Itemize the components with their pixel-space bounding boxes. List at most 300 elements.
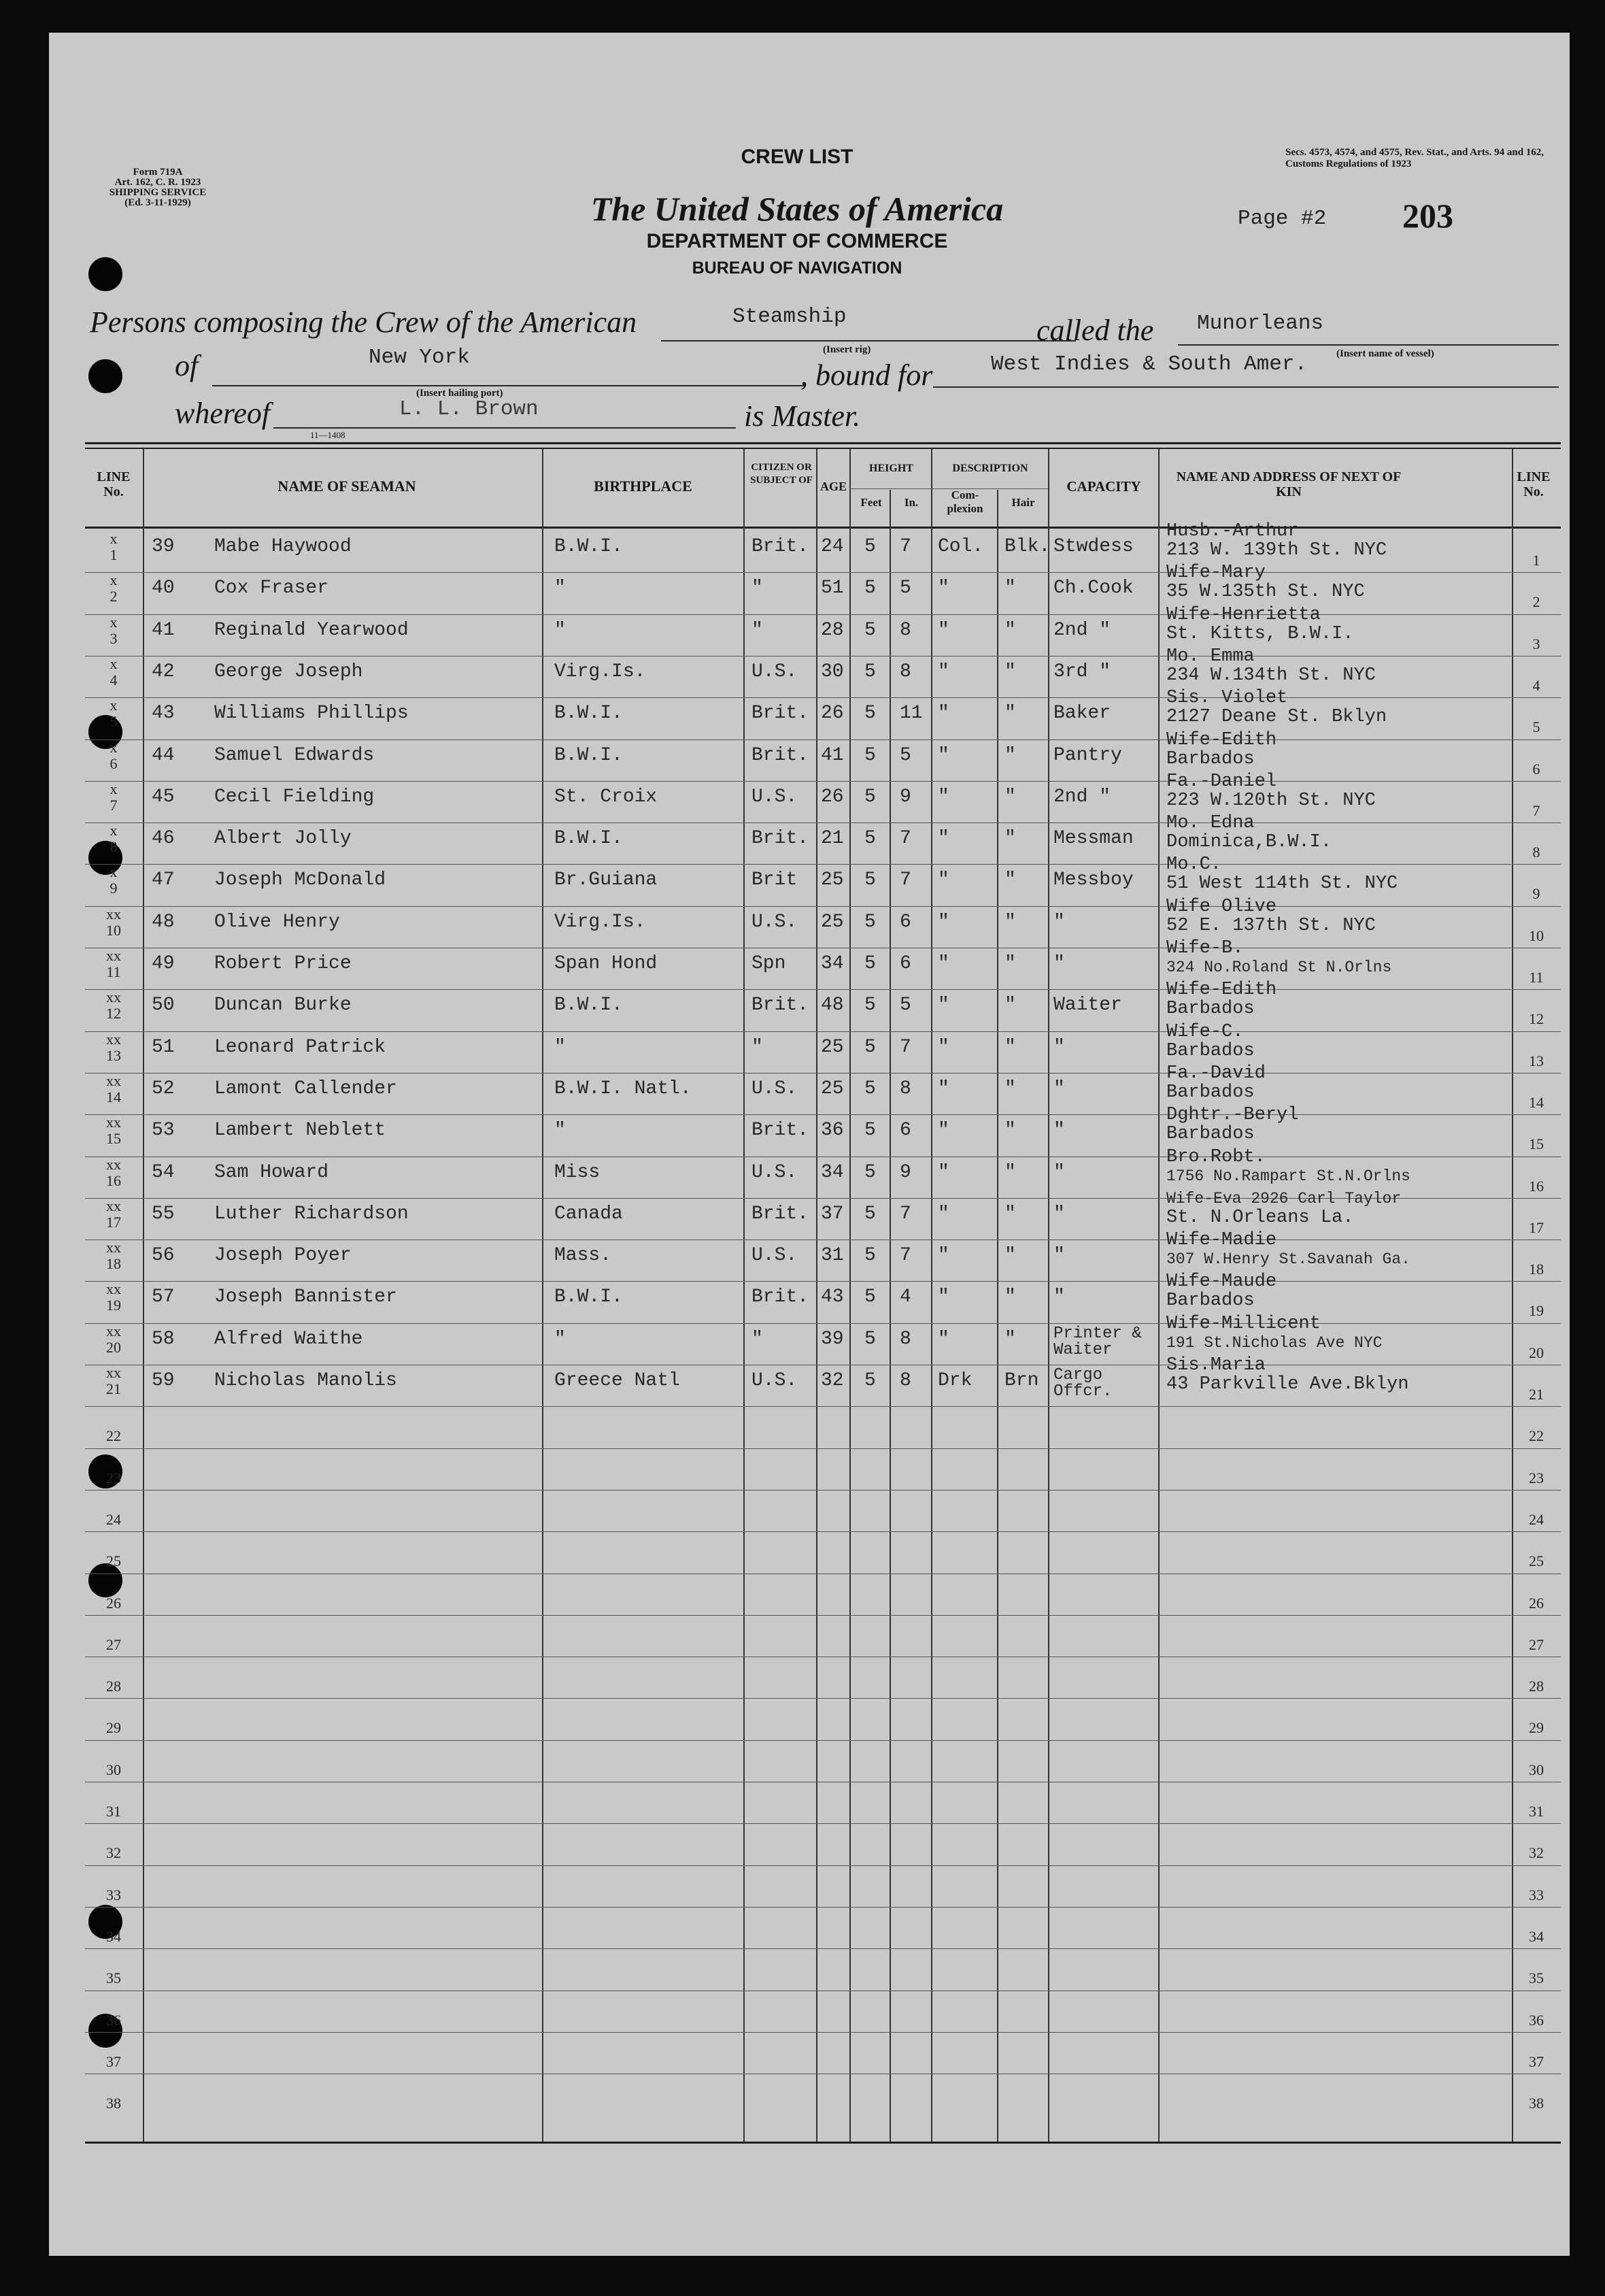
line-mark: x: [109, 654, 118, 672]
table-row: [85, 688, 1561, 739]
insert-vessel-caption: (Insert name of vessel): [1336, 348, 1434, 359]
empty-line-number-right: 34: [1529, 1927, 1544, 1945]
table-row: [85, 1313, 1561, 1365]
table-row: [85, 771, 1561, 822]
complexion: ": [938, 1036, 949, 1058]
empty-line-number-right: 36: [1529, 2011, 1544, 2029]
next-of-kin-address: St. Kitts, B.W.I.: [1166, 623, 1354, 644]
next-of-kin-address: 307 W.Henry St.Savanah Ga.: [1166, 1250, 1410, 1269]
age: 26: [821, 703, 844, 725]
height-inches: 9: [900, 1161, 911, 1183]
form-service: SHIPPING SERVICE: [109, 187, 207, 198]
age: 43: [821, 1286, 844, 1308]
hair: ": [1004, 1120, 1016, 1142]
height-inches: 8: [900, 661, 911, 682]
table-row: [85, 980, 1561, 1031]
age: 25: [821, 869, 844, 891]
punch-hole: [88, 359, 122, 393]
next-of-kin-name: Wife-Edith: [1166, 980, 1277, 1001]
hair: Brn: [1004, 1370, 1039, 1391]
line-mark: x: [109, 571, 118, 589]
line-number-right: 2: [1532, 593, 1540, 611]
line-number: 1: [109, 546, 118, 563]
complexion: ": [938, 1203, 949, 1225]
birthplace: B.W.I.: [554, 536, 623, 557]
next-of-kin-name: Fa.-Daniel: [1166, 771, 1277, 792]
birthplace: B.W.I.: [554, 703, 623, 725]
citizenship: ": [751, 1036, 763, 1058]
hair: ": [1004, 1286, 1016, 1308]
print-code: 11—1408: [310, 430, 345, 440]
capacity: Stwdess: [1053, 536, 1134, 557]
complexion: ": [938, 619, 949, 641]
age: 48: [821, 995, 844, 1016]
capacity: 2nd ": [1053, 619, 1111, 641]
table-row: [85, 813, 1561, 864]
next-of-kin-name: Wife-Eva 2926 Carl Taylor: [1166, 1189, 1402, 1208]
empty-line-number-right: 31: [1529, 1803, 1544, 1820]
height-feet: 5: [864, 1203, 876, 1225]
capacity: ": [1053, 1036, 1065, 1058]
empty-line-number-right: 33: [1529, 1886, 1544, 1903]
birthplace: St. Croix: [554, 786, 658, 808]
capacity: ": [1053, 1286, 1065, 1308]
table-row: [85, 521, 1561, 572]
capacity: Messboy: [1053, 869, 1134, 891]
seaman-name: Cecil Fielding: [214, 786, 375, 808]
capacity: Pantry: [1053, 744, 1122, 766]
crew-number: 53: [152, 1120, 175, 1142]
empty-line-number-right: 24: [1529, 1510, 1544, 1528]
line-number: 8: [109, 838, 118, 856]
table-row: [85, 1271, 1561, 1322]
vessel-underline: [1178, 344, 1559, 346]
height-inches: 6: [900, 953, 911, 974]
seaman-name: Joseph McDonald: [214, 869, 386, 891]
line-mark: xx: [106, 1197, 121, 1214]
citizenship: ": [751, 1328, 763, 1350]
seaman-name: Leonard Patrick: [214, 1036, 386, 1058]
complexion: ": [938, 1328, 949, 1350]
height-inches: 7: [900, 1036, 911, 1058]
form-number: Form 719A: [133, 167, 183, 178]
complexion: ": [938, 1286, 949, 1308]
hair: ": [1004, 1245, 1016, 1267]
empty-line-number: 24: [106, 1510, 121, 1528]
hair: ": [1004, 1161, 1016, 1183]
header-name: NAME OF SEAMAN: [277, 478, 416, 495]
crew-number: 41: [152, 619, 175, 641]
birthplace: B.W.I. Natl.: [554, 1078, 692, 1099]
master-name: L. L. Brown: [399, 397, 539, 421]
empty-line-number: 35: [106, 1969, 121, 1987]
next-of-kin-name: Sis.Maria: [1166, 1355, 1266, 1376]
height-inches: 9: [900, 786, 911, 808]
height-feet: 5: [864, 1120, 876, 1142]
height-inches: 5: [900, 578, 911, 599]
line-number-right: 15: [1529, 1135, 1544, 1153]
capacity: 3rd ": [1053, 661, 1111, 682]
next-of-kin-name: Wife Olive: [1166, 896, 1277, 917]
seaman-name: Albert Jolly: [214, 828, 352, 850]
table-row: [85, 938, 1561, 989]
next-of-kin-name: Wife-Edith: [1166, 729, 1277, 750]
age: 34: [821, 953, 844, 974]
citizenship: Brit.: [751, 1203, 809, 1225]
next-of-kin-name: Dghtr.-Beryl: [1166, 1105, 1299, 1126]
line-number-right: 14: [1529, 1093, 1544, 1111]
capacity: Ch.Cook: [1053, 578, 1134, 599]
height-feet: 5: [864, 995, 876, 1016]
height-feet: 5: [864, 953, 876, 974]
complexion: ": [938, 786, 949, 808]
age: 25: [821, 911, 844, 933]
next-of-kin-address: 43 Parkville Ave.Bklyn: [1166, 1374, 1409, 1395]
country-title: The United States of America: [590, 190, 1004, 228]
header-feet: Feet: [860, 496, 882, 509]
empty-line-number: 29: [106, 1719, 121, 1737]
table-row: [85, 604, 1561, 656]
birthplace: ": [554, 619, 566, 641]
height-inches: 8: [900, 1328, 911, 1350]
line-mark: xx: [106, 1030, 121, 1048]
birthplace: B.W.I.: [554, 828, 623, 850]
seaman-name: Duncan Burke: [214, 995, 352, 1016]
page-label: Page #2: [1238, 207, 1327, 231]
empty-line-number-right: 32: [1529, 1844, 1544, 1862]
crew-number: 56: [152, 1245, 175, 1267]
height-inches: 5: [900, 995, 911, 1016]
department-name: DEPARTMENT OF COMMERCE: [646, 230, 948, 252]
crew-number: 42: [152, 661, 175, 682]
hair: ": [1004, 869, 1016, 891]
table-row: [85, 1189, 1561, 1239]
hair: ": [1004, 744, 1016, 766]
next-of-kin-address: 35 W.135th St. NYC: [1166, 582, 1365, 603]
hair: ": [1004, 1328, 1016, 1350]
destination-underline: [933, 386, 1559, 388]
next-of-kin-name: Mo. Emma: [1166, 646, 1255, 667]
empty-line-number-right: 35: [1529, 1969, 1544, 1987]
seaman-name: Cox Fraser: [214, 578, 329, 599]
line-number: 16: [106, 1171, 121, 1189]
hair: ": [1004, 1036, 1016, 1058]
capacity: ": [1053, 953, 1065, 974]
crew-number: 55: [152, 1203, 175, 1225]
height-feet: 5: [864, 1328, 876, 1350]
line-number-right: 20: [1529, 1344, 1544, 1361]
crew-number: 39: [152, 536, 175, 557]
birthplace: ": [554, 1036, 566, 1058]
birthplace: Virg.Is.: [554, 661, 646, 682]
table-row: [85, 1355, 1561, 1406]
next-of-kin-name: Wife-Mary: [1166, 563, 1266, 584]
birthplace: Greece Natl: [554, 1370, 680, 1391]
capacity: ": [1053, 911, 1065, 933]
age: 25: [821, 1078, 844, 1099]
seaman-name: Alfred Waithe: [214, 1328, 363, 1350]
seaman-name: Olive Henry: [214, 911, 340, 933]
hair: ": [1004, 786, 1016, 808]
empty-line-number-right: 28: [1529, 1678, 1544, 1695]
table-row: [85, 854, 1561, 905]
line-number-right: 10: [1529, 927, 1544, 944]
insert-rig-caption: (Insert rig): [823, 344, 871, 355]
empty-line-number: 37: [106, 2052, 121, 2070]
height-inches: 7: [900, 828, 911, 850]
capacity: Waiter: [1053, 995, 1122, 1016]
height-inches: 11: [900, 703, 923, 725]
line-number: 2: [109, 588, 118, 605]
citizenship: Spn: [751, 953, 786, 974]
next-of-kin-address: 1756 No.Rampart St.N.Orlns: [1166, 1167, 1410, 1185]
line-number: 17: [106, 1213, 121, 1231]
crew-number: 57: [152, 1286, 175, 1308]
line-mark: xx: [106, 1114, 121, 1131]
destination: West Indies & South Amer.: [991, 352, 1308, 376]
line-number: 7: [109, 796, 118, 814]
height-inches: 8: [900, 619, 911, 641]
empty-line-number-right: 29: [1529, 1719, 1544, 1737]
line-number: 14: [106, 1088, 121, 1105]
citizenship: U.S.: [751, 1370, 798, 1391]
table-row: [85, 896, 1561, 948]
line-number: 5: [109, 713, 118, 731]
complexion: ": [938, 953, 949, 974]
height-feet: 5: [864, 536, 876, 557]
empty-line-number: 31: [106, 1803, 121, 1820]
seaman-name: Joseph Bannister: [214, 1286, 397, 1308]
citizenship: U.S.: [751, 1245, 798, 1267]
table-row: [85, 646, 1561, 697]
height-feet: 5: [864, 578, 876, 599]
line-number-right: 18: [1529, 1261, 1544, 1278]
line-number-right: 4: [1532, 676, 1540, 694]
empty-line-number: 25: [106, 1552, 121, 1570]
next-of-kin-name: Sis. Violet: [1166, 688, 1288, 709]
line-mark: xx: [106, 1071, 121, 1089]
line-number: 12: [106, 1005, 121, 1022]
birthplace: ": [554, 1120, 566, 1142]
crew-number: 43: [152, 703, 175, 725]
form-info-block: [90, 167, 226, 208]
line-number-right: 6: [1532, 760, 1540, 778]
capacity: Messman: [1053, 828, 1134, 850]
next-of-kin-address: Dominica,B.W.I.: [1166, 832, 1332, 853]
next-of-kin-address: Barbados: [1166, 1040, 1255, 1061]
crew-number: 58: [152, 1328, 175, 1350]
table-row: [85, 1063, 1561, 1114]
age: 30: [821, 661, 844, 682]
birthplace: B.W.I.: [554, 744, 623, 766]
header-capacity: CAPACITY: [1066, 478, 1141, 495]
next-of-kin-name: Husb.-Arthur: [1166, 521, 1299, 542]
height-feet: 5: [864, 1161, 876, 1183]
age: 41: [821, 744, 844, 766]
crew-number: 51: [152, 1036, 175, 1058]
age: 34: [821, 1161, 844, 1183]
hair: ": [1004, 1078, 1016, 1099]
line-number: 9: [109, 880, 118, 897]
age: 31: [821, 1245, 844, 1267]
height-inches: 7: [900, 869, 911, 891]
citizenship: Brit.: [751, 1120, 809, 1142]
line-number-right: 17: [1529, 1218, 1544, 1236]
seaman-name: Joseph Poyer: [214, 1245, 352, 1267]
seaman-name: Sam Howard: [214, 1161, 329, 1183]
age: 39: [821, 1328, 844, 1350]
age: 25: [821, 1036, 844, 1058]
line-number-right: 19: [1529, 1302, 1544, 1320]
line-number-right: 1: [1532, 552, 1540, 569]
line-number: 11: [106, 963, 121, 980]
crew-number: 59: [152, 1370, 175, 1391]
birthplace: ": [554, 1328, 566, 1350]
age: 26: [821, 786, 844, 808]
height-feet: 5: [864, 1286, 876, 1308]
birthplace: ": [554, 578, 566, 599]
is-master-label: is Master.: [744, 399, 861, 433]
height-inches: 7: [900, 1245, 911, 1267]
next-of-kin-name: Wife-C.: [1166, 1021, 1244, 1042]
header-next-of-kin: NAME AND ADDRESS OF NEXT OF KIN: [1176, 469, 1402, 499]
line-mark: x: [109, 780, 118, 797]
master-underline: [273, 427, 736, 429]
empty-line-number-right: 26: [1529, 1594, 1544, 1612]
line-number-right: 7: [1532, 801, 1540, 819]
capacity: ": [1053, 1078, 1065, 1099]
capacity: Printer & Waiter: [1053, 1324, 1142, 1359]
next-of-kin-address: St. N.Orleans La.: [1166, 1207, 1354, 1228]
line-number-right: 5: [1532, 718, 1540, 736]
height-feet: 5: [864, 703, 876, 725]
empty-line-number-right: 25: [1529, 1552, 1544, 1570]
height-feet: 5: [864, 786, 876, 808]
table-row: [85, 1021, 1561, 1073]
hair: ": [1004, 661, 1016, 682]
hair: Blk.: [1004, 536, 1051, 557]
height-feet: 5: [864, 828, 876, 850]
complexion: ": [938, 661, 949, 682]
birthplace: Span Hond: [554, 953, 658, 974]
line-number: 20: [106, 1338, 121, 1356]
table-row: [85, 729, 1561, 781]
crew-number: 50: [152, 995, 175, 1016]
form-authority: Art. 162, C. R. 1923: [114, 177, 201, 188]
citizenship: U.S.: [751, 786, 798, 808]
line-mark: xx: [106, 1280, 121, 1298]
next-of-kin-address: 324 No.Roland St N.Orlns: [1166, 959, 1392, 976]
citizenship: Brit.: [751, 744, 809, 766]
citizenship: U.S.: [751, 1161, 798, 1183]
line-number-right: 16: [1529, 1177, 1544, 1195]
seaman-name: Luther Richardson: [214, 1203, 409, 1225]
header-age: AGE: [820, 480, 847, 493]
line-number: 18: [106, 1255, 121, 1273]
crew-number: 40: [152, 578, 175, 599]
line-mark: xx: [106, 988, 121, 1006]
line-number-right: 21: [1529, 1386, 1544, 1403]
empty-line-number-right: 23: [1529, 1469, 1544, 1486]
complexion: Col.: [938, 536, 984, 557]
next-of-kin-address: 2127 Deane St. Bklyn: [1166, 707, 1387, 728]
line-number: 15: [106, 1130, 121, 1148]
crew-number: 48: [152, 911, 175, 933]
next-of-kin-name: Wife-B.: [1166, 938, 1244, 959]
capacity: ": [1053, 1245, 1065, 1267]
age: 51: [821, 578, 844, 599]
line-mark: x: [109, 697, 118, 714]
crew-list-page: [49, 33, 1570, 2256]
header-height: HEIGHT: [869, 463, 913, 474]
next-of-kin-address: Barbados: [1166, 1082, 1255, 1103]
hair: ": [1004, 703, 1016, 725]
crew-table: [85, 442, 1561, 2144]
form-title: CREW LIST: [741, 146, 854, 168]
table-row: [85, 1230, 1561, 1281]
next-of-kin-name: Mo.C.: [1166, 854, 1222, 876]
height-feet: 5: [864, 869, 876, 891]
citizenship: Brit: [751, 869, 798, 891]
empty-line-number-right: 37: [1529, 2052, 1544, 2070]
crew-number: 47: [152, 869, 175, 891]
complexion: ": [938, 578, 949, 599]
crew-number: 49: [152, 953, 175, 974]
of-label: of: [175, 349, 199, 382]
crew-number: 52: [152, 1078, 175, 1099]
birthplace: Canada: [554, 1203, 623, 1225]
complexion: ": [938, 1245, 949, 1267]
complexion: ": [938, 1161, 949, 1183]
hair: ": [1004, 828, 1016, 850]
age: 28: [821, 619, 844, 641]
next-of-kin-address: 234 W.134th St. NYC: [1166, 665, 1376, 686]
complexion: ": [938, 995, 949, 1016]
capacity: Baker: [1053, 703, 1111, 725]
hair: ": [1004, 995, 1016, 1016]
empty-line-number: 23: [106, 1469, 121, 1486]
next-of-kin-name: Fa.-David: [1166, 1063, 1266, 1084]
age: 24: [821, 536, 844, 557]
height-inches: 5: [900, 744, 911, 766]
rig-value: Steamship: [732, 305, 847, 329]
whereof-label: whereof: [175, 397, 271, 430]
capacity: ": [1053, 1120, 1065, 1142]
next-of-kin-address: 213 W. 139th St. NYC: [1166, 540, 1387, 561]
next-of-kin-address: 51 West 114th St. NYC: [1166, 874, 1398, 895]
height-feet: 5: [864, 661, 876, 682]
next-of-kin-name: Wife-Madie: [1166, 1230, 1277, 1251]
citizenship: U.S.: [751, 1078, 798, 1099]
height-inches: 6: [900, 911, 911, 933]
height-inches: 6: [900, 1120, 911, 1142]
line-mark: x: [109, 863, 118, 881]
header-description: DESCRIPTION: [952, 463, 1028, 474]
line-number-right: 3: [1532, 635, 1540, 652]
header-line-no: LINE No.: [97, 469, 131, 499]
table-row: [85, 563, 1561, 614]
table-row: [85, 1105, 1561, 1156]
hailing-port: New York: [369, 346, 470, 369]
complexion: ": [938, 869, 949, 891]
age: 32: [821, 1370, 844, 1391]
capacity: Cargo Offcr.: [1053, 1366, 1113, 1401]
birthplace: Br.Guiana: [554, 869, 658, 891]
seaman-name: Lambert Neblett: [214, 1120, 386, 1142]
capacity: ": [1053, 1161, 1065, 1183]
header-inches: In.: [904, 496, 919, 509]
line-number: 13: [106, 1046, 121, 1064]
